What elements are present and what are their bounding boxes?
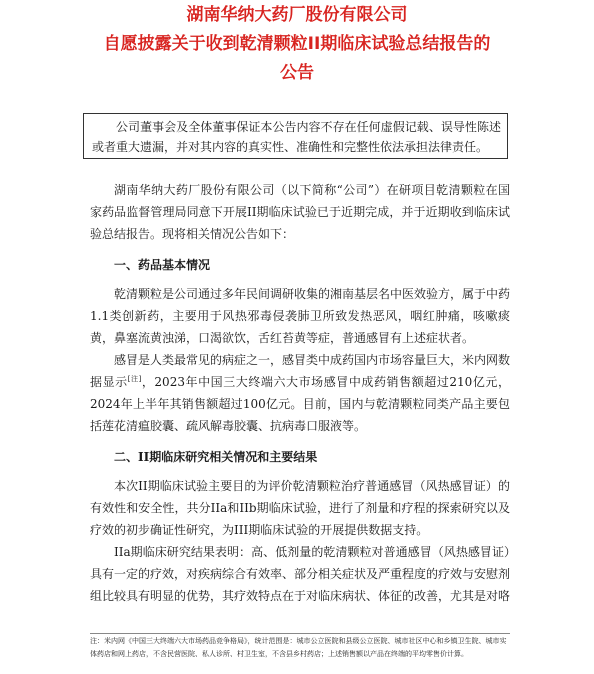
market-text-before: 感冒是人类最常见的病症之一，感冒类中成药国内市场容量巨大，米内网数据显示	[90, 353, 511, 389]
intro-paragraph: 湖南华纳大药厂股份有限公司（以下简称“公司”）在研项目乾清颗粒在国家药品监督管理局同意下开展II期临床试验已于近期完成，并于近期收到临床试验总结报告。现将相关情况公告如下：	[90, 183, 510, 241]
clinical-purpose-paragraph: 本次II期临床试验主要目的为评价乾清颗粒治疗普通感冒（风热感冒证）的有效性和安全性，共分IIa和IIb期临床试验，进行了剂量和疗程的探索研究以及疗效的初步确证性研究，为III期临床试验的开展提供数据支持。	[90, 479, 510, 537]
section-heading-drug-info: 一、药品基本情况	[114, 258, 211, 272]
board-guarantee-notice: 公司董事会及全体董事保证本公告内容不存在任何虚假记载、误导性陈述或者重大遗漏，并对其内容的真实性、准确性和完整性依法承担法律责任。	[83, 113, 508, 159]
footnote-ref: [注]	[127, 375, 142, 383]
company-name: 湖南华纳大药厂股份有限公司	[186, 5, 408, 25]
clinical-results-paragraph: IIa期临床研究结果表明：高、低剂量的乾清颗粒对普通感冒（风热感冒证）具有一定的疗效，对疾病综合有效率、部分相关症状及严重程度的疗效与安慰剂组比较具有明显的优势，其疗效特点在于对临床病状、体征的改善，尤其是对咯	[90, 545, 511, 603]
market-text-after: ，2023年中国三大终端六大市场感冒中成药销售额超过210亿元，2024年上半年其销售额超过100亿元。目前，国内与乾清颗粒同类产品主要包括莲花清瘟胶囊、疏风解毒胶囊、抗病毒口服液等。	[90, 375, 510, 433]
drug-info-paragraph: 乾清颗粒是公司通过多年民间调研收集的湘南基层名中医效验方，属于中药1.1类创新药，主要用于风热邪毒侵袭肺卫所致发热恶风，咽红肿痛，咳嗽痰黄，鼻塞流黄浊涕，口渴欲饮，舌红苔黄等症，普通感冒有上述症状者。	[90, 287, 511, 345]
section-heading-clinical: 二、II期临床研究相关情况和主要结果	[114, 450, 318, 464]
announcement-title-line2: 公告	[280, 63, 314, 83]
announcement-body	[90, 179, 510, 607]
announcement-title-line1: 自愿披露关于收到乾清颗粒II期临床试验总结报告的	[103, 34, 491, 54]
footnote: 注：米内网《中国三大终端六大市场药品竞争格局》，统计范围是：城市公立医院和县级公立医院、城市社区中心和乡镇卫生院、城市实体药店和网上药店，不含民营医院、私人诊所、村卫生室，不含县乡村药店；上述销售额以产品在终端的平均零售价计算。	[90, 633, 510, 661]
market-paragraph	[90, 349, 510, 437]
